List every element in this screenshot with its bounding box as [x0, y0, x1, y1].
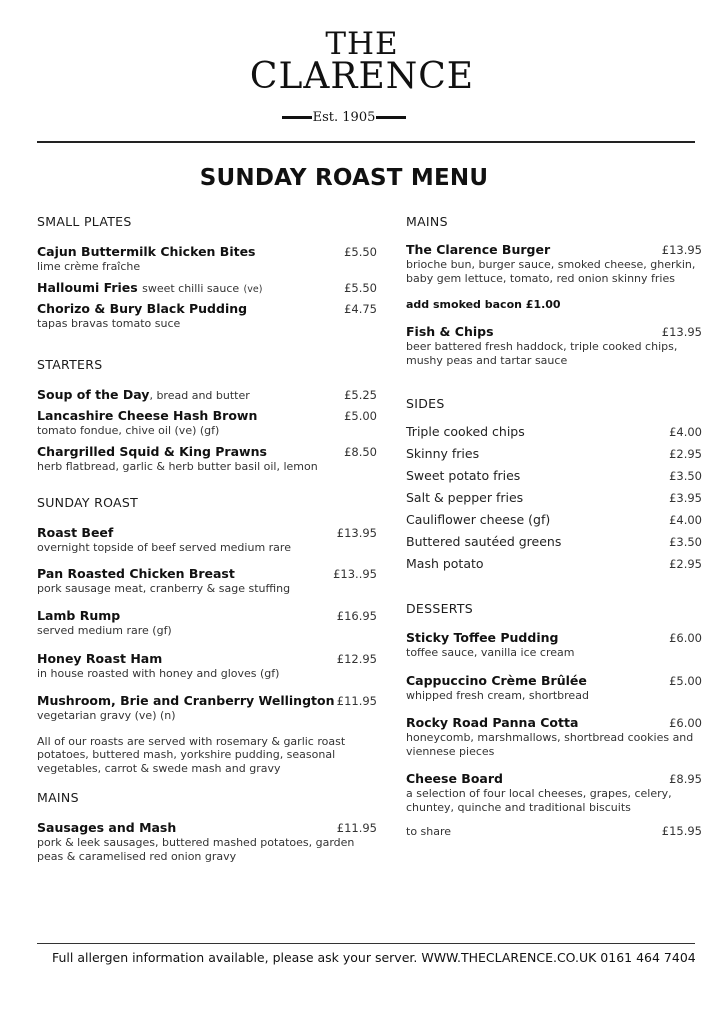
- item-price: £11.95: [336, 694, 377, 708]
- item-price: £13.95: [661, 243, 702, 257]
- right-column: [406, 214, 702, 839]
- item-name: Lamb Rump: [37, 608, 121, 623]
- item-price: £5.00: [344, 409, 377, 423]
- item-desc: vegetarian gravy (ve) (n): [37, 709, 176, 722]
- section-starters: STARTERS: [37, 357, 103, 372]
- item-name: Mushroom, Brie and Cranberry Wellington: [37, 693, 335, 708]
- item-desc: beer battered fresh haddock, triple cooked chips, mushy peas and tartar sauce: [406, 340, 678, 367]
- share-label: to share: [406, 825, 452, 838]
- menu-item: [37, 301, 377, 331]
- menu-item: [406, 324, 702, 367]
- menu-title: SUNDAY ROAST MENU: [199, 165, 489, 191]
- side-name: Skinny fries: [406, 446, 480, 461]
- footer-divider: [37, 943, 695, 944]
- item-desc: lime crème fraîche: [37, 260, 141, 273]
- side-name: Salt & pepper fries: [406, 490, 524, 505]
- sides-list: [406, 424, 702, 578]
- item-desc: tomato fondue, chive oil (ve) (gf): [37, 424, 220, 437]
- menu-item: [37, 408, 377, 438]
- item-desc: tapas bravas tomato suce: [37, 316, 181, 330]
- section-mains-right: MAINS: [406, 214, 448, 229]
- side-price: £4.00: [669, 425, 702, 439]
- item-name: Chorizo & Bury Black Pudding: [37, 300, 248, 316]
- item-diet-tag: (ve): [243, 283, 263, 295]
- roast-note: All of our roasts are served with rosemary & garlic roast potatoes, buttered mash, yorkshire pudding, seasonal vegetables, carrot & swede mash and gravy: [37, 734, 346, 775]
- menu-item: [37, 444, 377, 474]
- item-name: Honey Roast Ham: [37, 650, 163, 666]
- menu-item: [37, 525, 377, 555]
- menu-item: [37, 566, 377, 596]
- est-rule-right: [376, 116, 406, 119]
- side-name: Buttered sautéed greens: [406, 534, 562, 549]
- side-price: £3.95: [669, 491, 702, 505]
- section-small-plates: SMALL PLATES: [37, 214, 132, 229]
- side-item: [406, 534, 702, 556]
- side-item: [406, 490, 702, 512]
- share-row: [406, 824, 702, 839]
- item-name-wrap: [37, 387, 250, 402]
- header-divider: [37, 141, 695, 143]
- side-name: Triple cooked chips: [406, 424, 525, 439]
- menu-item: [37, 820, 377, 863]
- item-name: Chargrilled Squid & King Prawns: [37, 443, 267, 459]
- side-name: Sweet potato fries: [406, 468, 521, 483]
- logo-name: CLARENCE: [249, 56, 475, 97]
- menu-item: [406, 715, 702, 758]
- est-rule-left: [282, 116, 312, 119]
- menu-item: [37, 651, 377, 681]
- menu-item: [37, 608, 377, 638]
- item-desc: pork sausage meat, cranberry & sage stuffing: [37, 581, 291, 595]
- item-price: £12.95: [336, 651, 377, 666]
- menu-item: [37, 280, 377, 295]
- item-name-wrap: [37, 280, 262, 295]
- item-name: Lancashire Cheese Hash Brown: [37, 408, 258, 423]
- item-price: £8.50: [344, 444, 377, 459]
- menu-item: [37, 387, 377, 402]
- section-mains-left: MAINS: [37, 790, 79, 805]
- item-name: Roast Beef: [37, 525, 114, 540]
- menu-item: [37, 693, 377, 723]
- left-column: [37, 214, 377, 863]
- item-price: £4.75: [344, 301, 377, 316]
- menu-item: [406, 630, 702, 660]
- item-name: Fish & Chips: [406, 324, 494, 339]
- item-price: £13.95: [661, 325, 702, 339]
- item-desc: whipped fresh cream, shortbread: [406, 688, 589, 702]
- side-price: £4.00: [669, 513, 702, 527]
- item-inline-note: sweet chilli sauce: [142, 281, 240, 295]
- side-name: Mash potato: [406, 556, 484, 571]
- item-price: £8.95: [669, 772, 702, 786]
- item-name: Cajun Buttermilk Chicken Bites: [37, 244, 256, 259]
- item-desc: toffee sauce, vanilla ice cream: [406, 646, 575, 659]
- item-name: Pan Roasted Chicken Breast: [37, 565, 235, 581]
- item-price: £5.50: [344, 280, 377, 295]
- item-desc: pork & leek sausages, buttered mashed potatoes, garden peas & caramelised red onion gravy: [37, 836, 355, 863]
- section-sunday-roast: SUNDAY ROAST: [37, 495, 139, 510]
- item-price: £6.00: [669, 716, 702, 730]
- footer-text: Full allergen information available, please ask your server. WWW.THECLARENCE.CO.UK 0161 464 7404: [52, 950, 696, 965]
- side-name: Cauliflower cheese (gf): [406, 512, 551, 527]
- item-price: £6.00: [669, 631, 702, 645]
- addon-note: add smoked bacon £1.00: [406, 298, 561, 311]
- item-name: Rocky Road Panna Cotta: [406, 715, 579, 730]
- share-price: £15.95: [661, 824, 702, 838]
- logo-the: THE: [325, 26, 399, 62]
- item-desc: in house roasted with honey and gloves (gf): [37, 666, 280, 680]
- item-price: £16.95: [336, 609, 377, 623]
- menu-item: [406, 771, 702, 814]
- item-name: Soup of the Day: [37, 387, 150, 402]
- menu-item: [406, 242, 702, 285]
- item-price: £13..95: [333, 566, 377, 581]
- logo-est: [282, 108, 406, 126]
- side-price: £3.50: [669, 469, 702, 483]
- side-item: [406, 468, 702, 490]
- item-desc: a selection of four local cheeses, grapes, celery, chuntey, quinche and traditional biscuits: [406, 787, 672, 814]
- section-desserts: DESSERTS: [406, 601, 474, 616]
- item-inline-note: , bread and butter: [149, 389, 250, 402]
- item-name: Sausages and Mash: [37, 820, 177, 835]
- item-price: £5.00: [669, 673, 702, 688]
- side-item: [406, 424, 702, 446]
- item-price: £5.50: [344, 245, 377, 259]
- item-name: Sticky Toffee Pudding: [406, 630, 559, 645]
- side-price: £2.95: [669, 447, 702, 461]
- item-name: The Clarence Burger: [406, 242, 551, 257]
- side-item: [406, 446, 702, 468]
- section-sides: SIDES: [406, 396, 445, 411]
- item-desc: honeycomb, marshmallows, shortbread cookies and viennese pieces: [406, 731, 694, 758]
- menu-item: [406, 673, 702, 703]
- side-price: £3.50: [669, 535, 702, 549]
- item-price: £11.95: [336, 821, 377, 835]
- item-desc: brioche bun, burger sauce, smoked cheese, gherkin, baby gem lettuce, tomato, red onion skinny fries: [406, 258, 696, 285]
- item-price: £5.25: [344, 388, 377, 402]
- item-desc: overnight topside of beef served medium rare: [37, 541, 291, 554]
- item-name: Cappuccino Crème Brûlée: [406, 672, 587, 688]
- side-price: £2.95: [669, 557, 702, 571]
- item-name: Cheese Board: [406, 771, 503, 786]
- side-item: [406, 556, 702, 578]
- item-desc: served medium rare (gf): [37, 624, 172, 637]
- item-desc: herb flatbread, garlic & herb butter basil oil, lemon: [37, 459, 318, 473]
- item-name: Halloumi Fries: [37, 279, 138, 295]
- item-price: £13.95: [336, 526, 377, 540]
- menu-item: [37, 244, 377, 274]
- est-text: Est. 1905: [312, 109, 376, 125]
- side-item: [406, 512, 702, 534]
